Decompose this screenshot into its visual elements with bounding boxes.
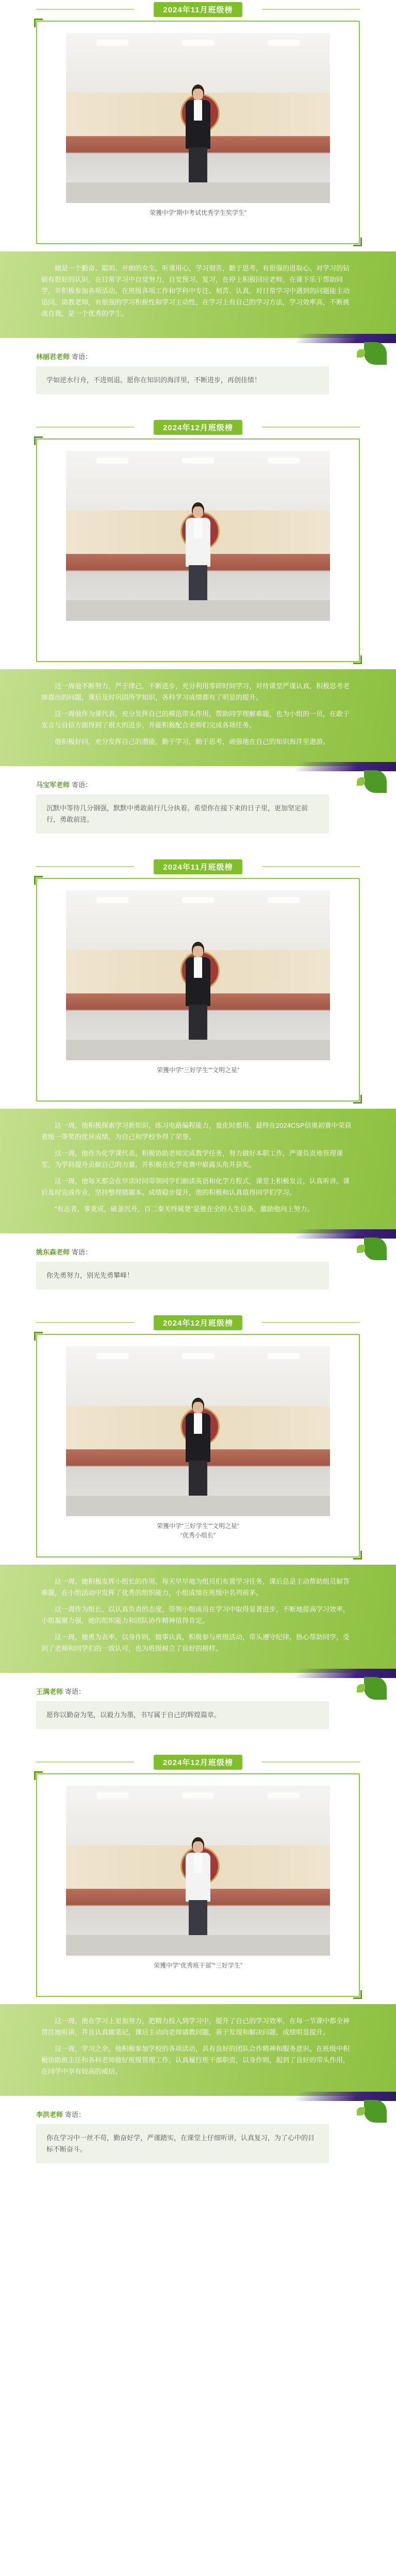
ceiling-light: [268, 40, 299, 45]
leaf-icon: [364, 770, 387, 793]
teacher-suffix: 寄语：: [65, 1688, 86, 1696]
teacher-label: [36, 779, 360, 789]
caption-line: 荣獲中学“三好学生”“文明之星”: [157, 1066, 239, 1074]
teacher-name: 林丽君老师: [36, 353, 70, 361]
intro-block: [0, 669, 396, 766]
teacher-label: [36, 351, 360, 361]
section-title: 2024年12月班级榜: [154, 1315, 242, 1330]
photo-card: [36, 21, 360, 244]
teacher-suffix: 寄语：: [72, 781, 92, 789]
photo-card: [36, 1773, 360, 1997]
intro-paragraph: 他积极好问，充分发挥自己的潜能，勤于学习，勤于思考，顽强地在自己的知识海洋里遨游。: [55, 738, 330, 745]
student-photo: [66, 890, 330, 1060]
section-title: 2024年11月班级榜: [154, 859, 242, 874]
student-photo: [66, 1786, 330, 1956]
teacher-label: [36, 2109, 360, 2119]
teacher-suffix: 寄语：: [72, 1248, 92, 1256]
photo-card: [36, 1334, 360, 1557]
teacher-comment: [0, 1233, 396, 1290]
ceiling-light: [97, 40, 128, 45]
caption-line: 荣獲中学“三好学生”“文明之星”: [157, 1522, 239, 1530]
leaf-icon: [364, 342, 387, 365]
student-figure: [183, 1398, 213, 1496]
student-figure: [183, 942, 213, 1040]
comment-text: 你先勇努力，别光先勇攀峰！: [36, 1262, 329, 1290]
intro-block: [0, 1109, 396, 1233]
photo-caption: [37, 1521, 359, 1540]
teacher-comment: [0, 1673, 396, 1729]
intro-paragraph: 这一周他作为课代表，充分发挥自己的模范带头作用，帮助同学理解难题，也为小组的一员，在敢于发言与自信方面得到了很大的进步，并能积极配合老师们完成各项任务。: [41, 710, 350, 729]
photo-caption: [37, 208, 359, 217]
leaf-icon: [357, 1245, 365, 1253]
comment-text: 学如逆水行舟，不进则退。愿你在知识的海洋里，不断进步，再创佳绩！: [36, 366, 329, 394]
intro-paragraph: 这一周，他积极探索学习新知识，练习电路编程能力，量化时都用，最终在2024CSP信奥初赛中荣获省级一等奖的优异成绩，为自己和学校争得了荣誉。: [41, 1122, 352, 1141]
leaf-icon: [357, 349, 365, 358]
honor-section: [0, 418, 396, 857]
leaf-icon: [357, 1684, 365, 1692]
intro-paragraph: 这一周，她积极发挥小组长的作用，每天早早地为组员们布置学习任务，课后总是主动帮助组员解答难题，在小组活动中发挥了优秀的组织能力，小组成绩在班级中名列前茅。: [41, 1578, 350, 1597]
section-header: [0, 1753, 396, 1771]
section-header: [0, 418, 396, 436]
teacher-comment: [0, 338, 396, 394]
section-header: [0, 1313, 396, 1332]
teacher-comment: [0, 766, 396, 834]
intro-paragraph: 这一周作为组长，以认真负责的态度，带领小组成员在学习中取得显著进步，不断地提高学习效率，小组凝聚力强，她的组织能力和团队协作精神值得肯定。: [41, 1605, 350, 1624]
leaf-icon: [357, 777, 365, 786]
student-photo: [66, 33, 330, 203]
leaf-icon: [357, 2107, 365, 2115]
comment-text: 沉默中等待几分钢强，默默中勇敢前行几分执着。希望你在接下来的日子里，更加坚定前行，勇敢前进。: [36, 794, 329, 834]
honor-section: [0, 1313, 396, 1753]
leaf-icon: [364, 1677, 387, 1700]
photo-caption: [37, 1065, 359, 1075]
teacher-label: [36, 1247, 360, 1257]
photo-caption: [37, 1961, 359, 1970]
corner-decoration: [34, 19, 43, 27]
intro-paragraph: 这一周，他在学习上更加努力，把精力投入到学习中，提升了自己的学习效率，在每一节课中都全神贯注地听讲，并且认真做笔记，课后主动向老师请教问题，善于发现和解决问题，成绩明显提升。: [41, 2017, 350, 2036]
ceiling-light: [183, 40, 213, 45]
honor-section: [0, 857, 396, 1313]
teacher-name: 李洪老师: [36, 2111, 63, 2119]
section-title: 2024年11月班级榜: [154, 2, 242, 17]
teacher-suffix: 寄语：: [65, 2111, 86, 2119]
floor: [66, 182, 330, 203]
leaf-icon: [364, 2100, 387, 2123]
photo-card: [36, 438, 360, 662]
caption-line: “优秀小组长”: [180, 1532, 216, 1539]
leaf-icon: [364, 1238, 387, 1260]
intro-paragraph: 这一周，他作为化学课代表，积极协助老师完成教学任务，努力做好本职工作，严谨负责地管理课堂，为学科提升贡献自己的力量，并积极在化学竞赛中崭露头角并获奖。: [41, 1149, 343, 1168]
teacher-label: [36, 1686, 360, 1696]
student-photo: [66, 451, 330, 621]
corner-decoration: [353, 655, 362, 664]
section-header: [0, 857, 396, 876]
intro-paragraph: 这一周，她勇为表率，以身作则，做事认真，积极参与班级活动，带头遵守纪律，热心帮助同学，受到了老师和同学们的一致认可，也为班级树立了良好的榜样。: [41, 1633, 350, 1652]
teacher-comment: [0, 2096, 396, 2163]
corner-decoration: [34, 436, 43, 445]
teacher-name: 马宝军老师: [36, 781, 70, 789]
teacher-name: 王满老师: [36, 1688, 63, 1696]
intro-block: [0, 1565, 396, 1673]
section-title: 2024年12月班级榜: [154, 1755, 242, 1770]
intro-block: [0, 2004, 396, 2096]
intro-paragraph: 这一周他不断努力，严于律己，不断进步，充分利用零碎时间学习，对待课堂严谨认真，积极思考老师提出的问题，课后及时巩固所学知识，各科学习成绩都有了明显的提升。: [41, 682, 350, 701]
caption-line: 荣獲中学“期中考试优秀学生奖学生”: [150, 209, 246, 216]
honor-section: [0, 0, 396, 418]
teacher-name: 姚东森老师: [36, 1248, 70, 1256]
intro-paragraph: 这一周，学习之余，他积极参加学校的各项活动，具有良好的团队合作精神和服务意识。在班级中积极协助班主任和各科老师做好班级管理工作，认真履行班干部职责，以身作则，起到了良好的带头作用，在同学中享有较高的威信。: [41, 2045, 350, 2075]
comment-text: 你在学习中一丝不苟，勤奋好学，严谨踏实，在课堂上仔细听讲，认真复习，为了心中的目标不断奋斗。: [36, 2124, 329, 2163]
honor-section: [0, 1753, 396, 2163]
teacher-suffix: 寄语：: [72, 353, 92, 361]
photo-card: [36, 878, 360, 1101]
section-title: 2024年12月班级榜: [154, 420, 242, 435]
student-figure: [183, 1837, 213, 1935]
student-photo: [66, 1346, 330, 1516]
student-figure: [183, 84, 213, 182]
student-figure: [183, 502, 213, 600]
comment-text: 愿你以勤奋为笔，以毅力为墨，书写属于自己的辉煌篇章。: [36, 1701, 329, 1729]
intro-paragraph: 这一周，他每天都会在早读时间带领同学们朗读英语和化学方程式，课堂上积极发言，认真听讲。课后及时完成作业，坚持整理错题本。成绩稳步提升，他的积极和认真值得同学们学习。: [41, 1177, 350, 1196]
intro-block: [0, 251, 396, 338]
caption-line: 荣獲中学“优秀班干部”“三好学生”: [154, 1962, 242, 1969]
intro-paragraph: 她是一个勤奋、聪明、开朗的女生，听课用心，学习刻苦，勤于思考，有很强的进取心。对学习的钻研有很好的认识，在日常学习中自觉努力，自觉预习、复习，在停上积极回应老师，在课下乐于帮助同学，并积极参加各项活动。在班级各项工作和学科中专注、刻苦、认真，对日常学习中遇到的问题能主动追问、请教老师，有很强的学习积极性和学习主动性，在学习上有自己的学习方法，学习效率高，不断挑战自我，是一个优秀的学生。: [41, 264, 350, 317]
intro-paragraph: “有志者，事竟成，破釜沉舟，百二秦关终属楚”是他在全的人生信条，激励他向上努力。: [55, 1205, 314, 1213]
section-header: [0, 0, 396, 19]
corner-decoration: [353, 238, 362, 246]
